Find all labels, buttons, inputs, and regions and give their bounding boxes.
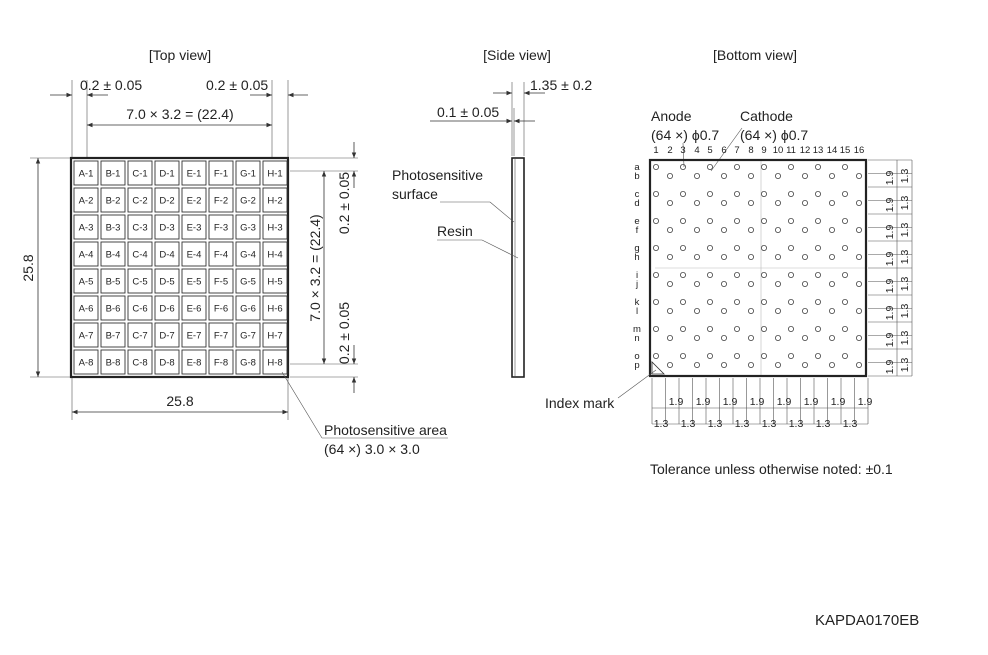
pad [734,191,739,196]
pad [694,335,699,340]
cell-label: B-3 [105,222,121,234]
pad [829,173,834,178]
cell-label: D-2 [159,195,175,207]
side-dim-thickness: 1.35 ± 0.2 [530,77,593,93]
column-number: 8 [748,145,754,156]
cell-label: B-5 [105,276,121,288]
dim-pitch-label: 1.9 [884,332,896,348]
anode-spec: (64 ×) ϕ0.7 [651,127,720,143]
row-letter: b [634,171,640,182]
pad [761,191,766,196]
cell-label: G-2 [240,195,256,207]
dim-pitch-label: 1.9 [884,197,896,213]
index-mark-icon [652,362,664,374]
cell-label: C-4 [132,249,148,261]
pad [694,281,699,286]
cell-label: H-1 [267,168,283,180]
cell-label: C-3 [132,222,148,234]
dim-pitch-label: 1.9 [830,396,846,408]
pad [667,281,672,286]
pad [734,299,739,304]
pad [721,308,726,313]
row-letter: e [634,216,640,227]
pad [694,254,699,259]
cell-label: D-7 [159,330,175,342]
pad [694,362,699,367]
pad [667,227,672,232]
pad [856,254,861,259]
cell-label: D-8 [159,357,175,369]
pad [734,326,739,331]
cell-label: F-2 [213,195,229,207]
top-view [20,47,448,457]
row-letter: j [635,279,639,290]
pad [815,353,820,358]
pad [842,326,847,331]
pad [856,362,861,367]
column-number: 2 [667,145,673,156]
row-letter: f [635,225,639,236]
row-letter: p [634,360,640,371]
cell-label: A-3 [78,222,94,234]
column-number: 5 [707,145,713,156]
column-number: 14 [826,145,838,156]
pad [802,362,807,367]
cell-label: H-3 [267,222,283,234]
top-dim-margin-left: 0.2 ± 0.05 [80,77,143,93]
resin-label: Resin [437,223,473,239]
pad [842,353,847,358]
pad [788,164,793,169]
cell-label: H-5 [267,276,283,288]
dim-pitch-label: 1.9 [722,396,738,408]
side-dim-surface: 0.1 ± 0.05 [437,104,500,120]
pad [734,218,739,223]
pad [721,200,726,205]
column-number: 1 [653,145,659,156]
row-letter: n [634,333,640,344]
pad [856,227,861,232]
pad [707,164,712,169]
pad [680,272,685,277]
cell-label: G-1 [240,168,256,180]
pad [748,200,753,205]
cell-label: G-3 [240,222,256,234]
pad [721,281,726,286]
column-number: 9 [761,145,767,156]
top-dim-margin-right: 0.2 ± 0.05 [206,77,269,93]
cell-label: B-6 [105,303,121,315]
pad [815,245,820,250]
pad [680,353,685,358]
top-dim-pitch-h: 7.0 × 3.2 = (22.4) [126,106,234,122]
dim-pitch-label: 1.9 [884,251,896,267]
cell-label: G-5 [240,276,256,288]
cell-label: E-4 [186,249,202,261]
pad [667,335,672,340]
pad [802,227,807,232]
dim-pitch-label: 1.9 [776,396,792,408]
pad [748,173,753,178]
row-letters [633,162,641,371]
cell-label: C-1 [132,168,148,180]
pad [680,326,685,331]
pad [721,254,726,259]
pad [680,191,685,196]
pad [694,200,699,205]
pad [680,299,685,304]
pad [707,353,712,358]
pad [829,227,834,232]
bottom-right-dimensions [868,160,912,376]
pad [694,308,699,313]
cell-label: F-8 [213,357,229,369]
cell-label: D-6 [159,303,175,315]
pad [680,245,685,250]
photosensitive-surface-label-line2: surface [392,186,438,202]
pad [775,281,780,286]
pad [856,173,861,178]
cell-label: A-6 [78,303,94,315]
pad [748,254,753,259]
column-number: 10 [772,145,784,156]
pad [680,218,685,223]
pad [815,191,820,196]
top-dim-height: 25.8 [20,254,36,282]
pad [815,326,820,331]
pad [815,164,820,169]
cell-label: C-5 [132,276,148,288]
cell-label: H-2 [267,195,283,207]
column-number: 13 [812,145,824,156]
cell-label: E-2 [186,195,202,207]
pad [734,353,739,358]
cell-label: H-7 [267,330,283,342]
dim-pitch-label: 1.9 [884,224,896,240]
pad [775,173,780,178]
column-numbers [653,145,864,156]
cell-label: F-7 [213,330,229,342]
pad [761,164,766,169]
row-letter: l [635,306,639,317]
cell-label: F-5 [213,276,229,288]
cell-label: B-4 [105,249,121,261]
cell-label: E-5 [186,276,202,288]
pad [707,299,712,304]
pad [748,308,753,313]
dim-spacing-label: 1.3 [761,418,777,430]
cell-label: G-6 [240,303,256,315]
pad [856,335,861,340]
column-number: 15 [839,145,851,156]
pad [829,200,834,205]
pad [842,272,847,277]
dim-pitch-label: 1.9 [857,396,873,408]
pad [788,272,793,277]
cell-label: H-4 [267,249,283,261]
pad [842,218,847,223]
dim-pitch-label: 1.9 [695,396,711,408]
pad [829,335,834,340]
pad [694,173,699,178]
tolerance-note: Tolerance unless otherwise noted: ±0.1 [650,461,893,477]
pad [842,299,847,304]
cell-label: C-7 [132,330,148,342]
pad [775,362,780,367]
cell-label: E-1 [186,168,202,180]
cell-label: D-4 [159,249,175,261]
pad [829,308,834,313]
pad [788,353,793,358]
pad [856,281,861,286]
pad [775,200,780,205]
cell-label: A-8 [78,357,94,369]
pad [815,272,820,277]
cell-label: H-8 [267,357,283,369]
pad [761,218,766,223]
cell-label: E-6 [186,303,202,315]
cathode-label: Cathode [740,108,793,124]
pad [748,362,753,367]
pad [761,245,766,250]
cell-label: A-2 [78,195,94,207]
anode-label: Anode [651,108,692,124]
top-view-title: [Top view] [148,47,212,63]
pad [667,173,672,178]
cell-label: E-3 [186,222,202,234]
dim-spacing-label: 1.3 [899,357,911,373]
cell-label: A-4 [78,249,94,261]
cell-label: A-1 [78,168,94,180]
pad [829,362,834,367]
pad [856,308,861,313]
dim-pitch-label: 1.9 [884,359,896,375]
photosensitive-cell-grid [74,161,287,374]
pad [748,281,753,286]
top-dim-margin-bottom: 0.2 ± 0.05 [336,301,352,365]
dim-pitch-label: 1.9 [884,278,896,294]
pad [788,218,793,223]
row-letter: d [634,198,640,209]
pad [802,335,807,340]
side-package-outline [512,158,524,377]
pad [802,308,807,313]
side-view [392,47,592,377]
pad [667,362,672,367]
cell-label: B-7 [105,330,121,342]
dim-spacing-label: 1.3 [899,249,911,265]
dim-spacing-label: 1.3 [899,222,911,238]
column-number: 12 [799,145,811,156]
pad [707,218,712,223]
pad [815,299,820,304]
bottom-lower-dimensions [652,378,872,430]
pad [653,272,658,277]
cell-label: H-6 [267,303,283,315]
pad [734,272,739,277]
pad [842,191,847,196]
cell-label: G-7 [240,330,256,342]
pad [653,326,658,331]
pad [788,191,793,196]
cell-label: D-5 [159,276,175,288]
pad [761,299,766,304]
pad [680,164,685,169]
cell-label: C-6 [132,303,148,315]
photosensitive-surface-label-line1: Photosensitive [392,167,484,183]
pad [761,353,766,358]
pad [842,245,847,250]
pad [815,218,820,223]
drawing-code: KAPDA0170EB [815,612,920,629]
column-number: 11 [786,145,796,156]
pad [788,299,793,304]
pad [788,326,793,331]
column-number: 6 [721,145,727,156]
pad [707,191,712,196]
pad [802,200,807,205]
row-letter: k [634,297,640,308]
pad [667,254,672,259]
pad [721,173,726,178]
pad [721,227,726,232]
row-letter: o [634,351,640,362]
dim-spacing-label: 1.3 [815,418,831,430]
pad [707,326,712,331]
cell-label: B-8 [105,357,121,369]
pad [721,362,726,367]
row-letter: g [634,243,640,254]
cell-label: A-5 [78,276,94,288]
column-number: 16 [853,145,865,156]
dim-spacing-label: 1.3 [680,418,696,430]
pad [775,308,780,313]
pad [734,164,739,169]
cell-label: F-6 [213,303,229,315]
pad [707,272,712,277]
dim-spacing-label: 1.3 [653,418,669,430]
pad [734,245,739,250]
pad [775,254,780,259]
cell-label: B-1 [105,168,121,180]
index-mark-label: Index mark [545,395,615,411]
pad [775,335,780,340]
photosensitive-area-label: Photosensitive area [324,422,447,438]
row-letter: a [634,162,640,173]
cell-label: E-7 [186,330,202,342]
pad [842,164,847,169]
pad [761,326,766,331]
dim-pitch-label: 1.9 [884,170,896,186]
dim-spacing-label: 1.3 [734,418,750,430]
pad [748,335,753,340]
top-dim-width: 25.8 [166,393,194,409]
dim-spacing-label: 1.3 [899,276,911,292]
pad [653,164,658,169]
pad [667,200,672,205]
dim-pitch-label: 1.9 [668,396,684,408]
pad [829,254,834,259]
cell-label: C-8 [132,357,148,369]
pad [653,191,658,196]
dim-spacing-label: 1.3 [899,330,911,346]
pad [707,245,712,250]
cell-label: C-2 [132,195,148,207]
pad [694,227,699,232]
pad [775,227,780,232]
bottom-view-title: [Bottom view] [712,47,798,63]
cell-label: A-7 [78,330,94,342]
pad [721,335,726,340]
pad [802,254,807,259]
pad [829,281,834,286]
top-dim-pitch-v: 7.0 × 3.2 = (22.4) [307,214,323,322]
dim-spacing-label: 1.3 [899,303,911,319]
pad [761,272,766,277]
pad [802,173,807,178]
row-letter: i [635,270,639,281]
dim-spacing-label: 1.3 [899,195,911,211]
cathode-spec: (64 ×) ϕ0.7 [740,127,809,143]
dim-spacing-label: 1.3 [899,168,911,184]
cell-label: D-3 [159,222,175,234]
cell-label: E-8 [186,357,202,369]
pad [856,200,861,205]
cell-label: B-2 [105,195,121,207]
dim-pitch-label: 1.9 [884,305,896,321]
pad [653,218,658,223]
pad [802,281,807,286]
side-view-title: [Side view] [483,47,551,63]
top-dim-margin-top: 0.2 ± 0.05 [336,171,352,235]
pad [788,245,793,250]
row-letter: h [634,252,640,263]
cell-label: F-4 [213,249,229,261]
pad [653,245,658,250]
row-letter: c [634,189,640,200]
column-number: 3 [680,145,686,156]
cell-label: F-1 [213,168,229,180]
photosensitive-area-spec: (64 ×) 3.0 × 3.0 [324,441,420,457]
pad [653,353,658,358]
column-number: 4 [694,145,700,156]
dim-spacing-label: 1.3 [842,418,858,430]
bottom-view [545,47,912,430]
column-number: 7 [734,145,740,156]
pad-grid [653,164,861,367]
cell-label: G-8 [240,357,256,369]
cell-label: D-1 [159,168,175,180]
cell-label: F-3 [213,222,229,234]
pad [748,227,753,232]
dim-spacing-label: 1.3 [707,418,723,430]
pad [653,299,658,304]
dim-pitch-label: 1.9 [803,396,819,408]
pad [667,308,672,313]
cell-label: G-4 [240,249,256,261]
dim-spacing-label: 1.3 [788,418,804,430]
row-letter: m [633,324,641,335]
dim-pitch-label: 1.9 [749,396,765,408]
